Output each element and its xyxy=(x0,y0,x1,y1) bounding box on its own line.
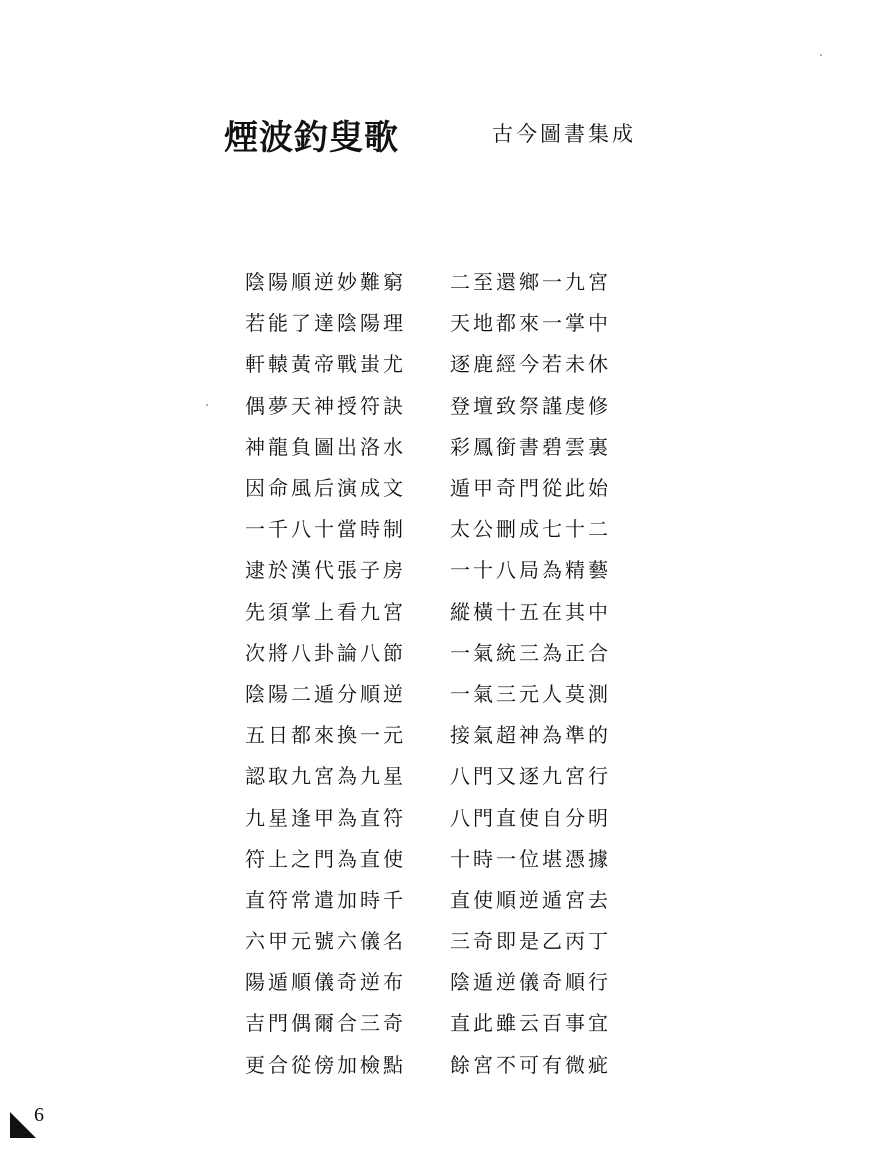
verse-line-right: 八門又逐九宮行 xyxy=(450,764,611,789)
verse-line-left: 先須掌上看九宮 xyxy=(245,599,406,624)
verse-line-left: 認取九宮為九星 xyxy=(245,764,406,789)
verse-row xyxy=(245,672,625,713)
verse-line-left: 神龍負圖出洛水 xyxy=(245,434,406,459)
verse-line-right: 遁甲奇門從此始 xyxy=(450,476,611,501)
verse-line-right: 一氣統三為正合 xyxy=(450,640,611,665)
verse-row xyxy=(245,795,625,836)
verse-line-left: 五日都來換一元 xyxy=(245,723,406,748)
verse-line-left: 符上之門為直使 xyxy=(245,846,406,871)
verse-line-right: 接氣超神為準的 xyxy=(450,723,611,748)
verse-row xyxy=(245,507,625,548)
verse-line-right: 逐鹿經今若未休 xyxy=(450,352,611,377)
verse-row xyxy=(245,342,625,383)
verse-line-left: 陽遁順儀奇逆布 xyxy=(245,970,406,995)
verse-line-left: 一千八十當時制 xyxy=(245,517,406,542)
verse-row xyxy=(245,466,625,507)
verse-row xyxy=(245,960,625,1001)
verse-line-right: 登壇致祭謹虔修 xyxy=(450,393,611,418)
verse-line-left: 因命風后演成文 xyxy=(245,476,406,501)
verse-row xyxy=(245,548,625,589)
verse-list xyxy=(245,260,625,1084)
verse-row xyxy=(245,631,625,672)
verse-line-right: 彩鳳銜書碧雲裏 xyxy=(450,434,611,459)
page-number: 6 xyxy=(34,1104,44,1126)
verse-line-left: 次將八卦論八節 xyxy=(245,640,406,665)
corner-triangle-mark xyxy=(10,1112,36,1138)
verse-row xyxy=(245,713,625,754)
verse-line-left: 偶夢天神授符訣 xyxy=(245,393,406,418)
verse-line-left: 直符常遣加時千 xyxy=(245,887,406,912)
verse-line-right: 天地都來一掌中 xyxy=(450,311,611,336)
verse-line-right: 一十八局為精藝 xyxy=(450,558,611,583)
verse-row xyxy=(245,878,625,919)
verse-line-left: 軒轅黃帝戰蚩尤 xyxy=(245,352,406,377)
page-title: 煙波釣叟歌 xyxy=(224,118,399,158)
verse-line-right: 一氣三元人莫測 xyxy=(450,681,611,706)
verse-row xyxy=(245,301,625,342)
verse-line-left: 九星逢甲為直符 xyxy=(245,805,406,830)
verse-line-left: 逮於漢代張子房 xyxy=(245,558,406,583)
verse-line-right: 餘宮不可有微疵 xyxy=(450,1052,611,1077)
verse-row xyxy=(245,919,625,960)
verse-line-right: 八門直使自分明 xyxy=(450,805,611,830)
verse-line-left: 陰陽二遁分順逆 xyxy=(245,681,406,706)
verse-row xyxy=(245,1001,625,1042)
verse-line-right: 直此雖云百事宜 xyxy=(450,1011,611,1036)
verse-line-left: 更合從傍加檢點 xyxy=(245,1052,406,1077)
verse-line-right: 縱橫十五在其中 xyxy=(450,599,611,624)
verse-row xyxy=(245,384,625,425)
verse-row xyxy=(245,425,625,466)
verse-line-right: 直使順逆遁宮去 xyxy=(450,887,611,912)
verse-line-right: 三奇即是乙丙丁 xyxy=(450,929,611,954)
verse-row xyxy=(245,260,625,301)
source-label: 古今圖書集成 xyxy=(492,122,636,146)
verse-row xyxy=(245,1043,625,1084)
verse-line-right: 十時一位堪憑據 xyxy=(450,846,611,871)
verse-row xyxy=(245,837,625,878)
verse-row xyxy=(245,590,625,631)
verse-line-left: 陰陽順逆妙難窮 xyxy=(245,270,406,295)
verse-line-right: 太公刪成七十二 xyxy=(450,517,611,542)
verse-line-right: 二至還鄉一九宮 xyxy=(450,270,611,295)
verse-line-left: 若能了達陰陽理 xyxy=(245,311,406,336)
scan-speck xyxy=(820,54,822,56)
verse-row xyxy=(245,754,625,795)
scan-speck xyxy=(206,404,208,406)
verse-line-left: 六甲元號六儀名 xyxy=(245,929,406,954)
verse-line-left: 吉門偶爾合三奇 xyxy=(245,1011,406,1036)
verse-line-right: 陰遁逆儀奇順行 xyxy=(450,970,611,995)
